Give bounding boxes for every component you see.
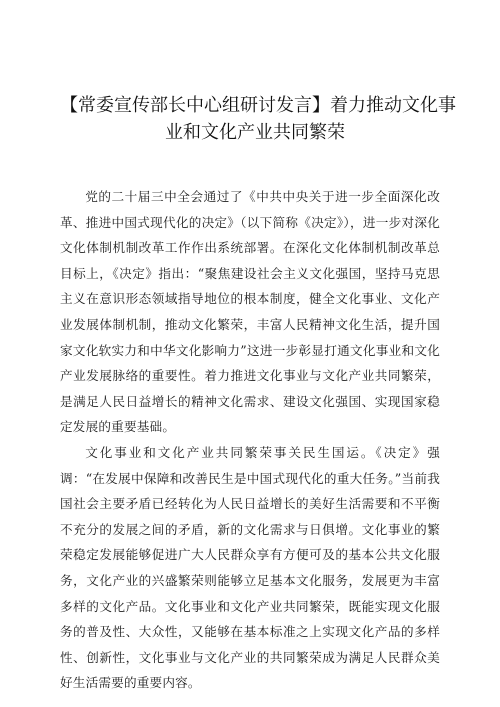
- document-body: [60, 184, 440, 696]
- paragraph: 党的二十届三中全会通过了《中共中央关于进一步全面深化改革、推进中国式现代化的决定》（以下简称《决定》），进一步对深化文化体制机制改革工作作出系统部署。在深化文化体制机制改革总目标上，《决定》指出：“聚焦建设社会主义文化强国，坚持马克思主义在意识形态领域指导地位的根本制度，健全文化事业、文化产业发展体制机制，推动文化繁荣，丰富人民精神文化生活，提升国家文化软实力和中华文化影响力”这进一步彰显打通文化事业和文化产业发展脉络的重要性。着力推进文化事业与文化产业共同繁荣，是满足人民日益增长的精神文化需求、建设文化强国、实现国家稳定发展的重要基础。: [60, 189, 440, 435]
- paragraph: 文化事业和文化产业共同繁荣事关民生国运。《决定》强调：“在发展中保障和改善民生是中国式现代化的重大任务。”当前我国社会主要矛盾已经转化为人民日益增长的美好生活需要和不平衡不充分的发展之间的矛盾，新的文化需求与日俱增。文化事业的繁荣稳定发展能够促进广大人民群众享有方便可及的基本公共文化服务，文化产业的兴盛繁荣则能够立足基本文化服务，发展更为丰富多样的文化产品。文化事业和文化产业共同繁荣，既能实现文化服务的普及性、大众性，又能够在基本标准之上实现文化产品的多样性、创新性，文化事业与文化产业的共同繁荣成为满足人民群众美好生活需要的重要内容。: [60, 444, 440, 691]
- title-line-2: 业和文化产业共同繁荣: [165, 122, 345, 143]
- document-title: [60, 92, 456, 146]
- title-line-1: 【常委宣传部长中心组研讨发言】着力推动文化事: [60, 95, 456, 116]
